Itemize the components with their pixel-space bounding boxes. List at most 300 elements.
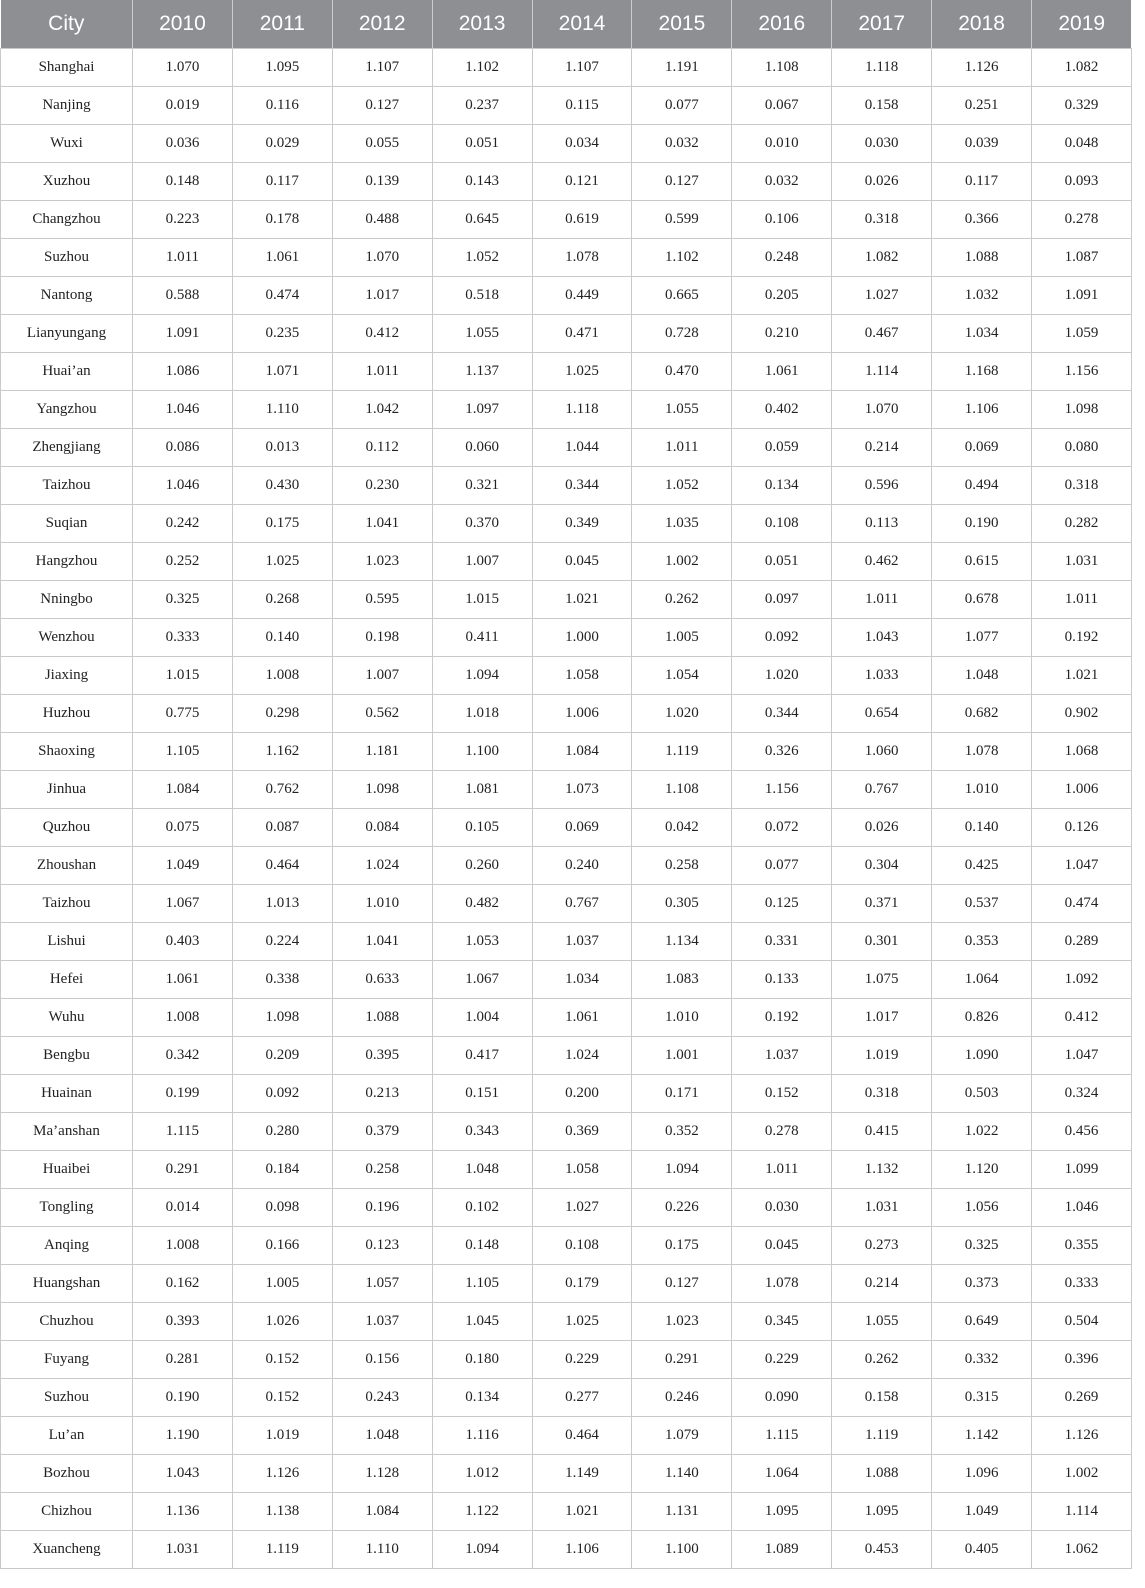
value-cell: 0.148: [133, 163, 233, 201]
city-name-cell: Zhoushan: [1, 847, 133, 885]
value-cell: 0.139: [332, 163, 432, 201]
value-cell: 0.462: [832, 543, 932, 581]
value-cell: 0.112: [332, 429, 432, 467]
value-cell: 0.373: [932, 1265, 1032, 1303]
value-cell: 1.140: [632, 1455, 732, 1493]
value-cell: 1.049: [133, 847, 233, 885]
city-name-cell: Changzhou: [1, 201, 133, 239]
value-cell: 1.105: [432, 1265, 532, 1303]
value-cell: 0.333: [133, 619, 233, 657]
value-cell: 0.026: [832, 163, 932, 201]
value-cell: 1.114: [832, 353, 932, 391]
value-cell: 1.070: [832, 391, 932, 429]
value-cell: 1.061: [133, 961, 233, 999]
city-name-cell: Lishui: [1, 923, 133, 961]
value-cell: 0.133: [732, 961, 832, 999]
value-cell: 0.262: [632, 581, 732, 619]
value-cell: 1.015: [133, 657, 233, 695]
value-cell: 1.017: [832, 999, 932, 1037]
value-cell: 1.002: [632, 543, 732, 581]
value-cell: 0.321: [432, 467, 532, 505]
city-name-cell: Quzhou: [1, 809, 133, 847]
value-cell: 0.198: [332, 619, 432, 657]
value-cell: 0.051: [732, 543, 832, 581]
value-cell: 0.055: [332, 125, 432, 163]
value-cell: 1.128: [332, 1455, 432, 1493]
value-cell: 0.682: [932, 695, 1032, 733]
value-cell: 0.325: [932, 1227, 1032, 1265]
value-cell: 1.041: [332, 505, 432, 543]
value-cell: 1.102: [632, 239, 732, 277]
value-cell: 0.262: [832, 1341, 932, 1379]
column-header-year: 2014: [532, 0, 632, 49]
value-cell: 1.011: [832, 581, 932, 619]
value-cell: 1.082: [1032, 49, 1132, 87]
value-cell: 0.108: [732, 505, 832, 543]
value-cell: 1.055: [632, 391, 732, 429]
value-cell: 1.021: [532, 1493, 632, 1531]
value-cell: 0.902: [1032, 695, 1132, 733]
value-cell: 0.156: [332, 1341, 432, 1379]
value-cell: 0.278: [732, 1113, 832, 1151]
value-cell: 1.049: [932, 1493, 1032, 1531]
value-cell: 0.086: [133, 429, 233, 467]
value-cell: 0.034: [532, 125, 632, 163]
value-cell: 1.119: [232, 1531, 332, 1569]
value-cell: 0.318: [832, 201, 932, 239]
table-row: [1, 657, 1132, 695]
value-cell: 1.106: [532, 1531, 632, 1569]
value-cell: 0.152: [232, 1379, 332, 1417]
value-cell: 1.023: [632, 1303, 732, 1341]
table-row: [1, 1151, 1132, 1189]
value-cell: 1.026: [232, 1303, 332, 1341]
value-cell: 0.092: [732, 619, 832, 657]
value-cell: 0.200: [532, 1075, 632, 1113]
value-cell: 0.209: [232, 1037, 332, 1075]
value-cell: 0.158: [832, 87, 932, 125]
value-cell: 1.061: [732, 353, 832, 391]
value-cell: 1.110: [332, 1531, 432, 1569]
value-cell: 1.108: [632, 771, 732, 809]
city-name-cell: Xuancheng: [1, 1531, 133, 1569]
value-cell: 0.318: [832, 1075, 932, 1113]
value-cell: 1.023: [332, 543, 432, 581]
value-cell: 1.021: [1032, 657, 1132, 695]
value-cell: 1.010: [632, 999, 732, 1037]
city-name-cell: Wenzhou: [1, 619, 133, 657]
column-header-year: 2011: [232, 0, 332, 49]
value-cell: 1.057: [332, 1265, 432, 1303]
value-cell: 0.175: [632, 1227, 732, 1265]
value-cell: 1.091: [1032, 277, 1132, 315]
value-cell: 0.116: [232, 87, 332, 125]
value-cell: 1.078: [732, 1265, 832, 1303]
value-cell: 1.114: [1032, 1493, 1132, 1531]
table-row: [1, 1455, 1132, 1493]
table-row: [1, 1493, 1132, 1531]
value-cell: 1.088: [832, 1455, 932, 1493]
table-row: [1, 49, 1132, 87]
value-cell: 0.291: [632, 1341, 732, 1379]
value-cell: 0.370: [432, 505, 532, 543]
city-name-cell: Yangzhou: [1, 391, 133, 429]
value-cell: 1.034: [932, 315, 1032, 353]
value-cell: 1.035: [632, 505, 732, 543]
value-cell: 1.095: [832, 1493, 932, 1531]
value-cell: 0.304: [832, 847, 932, 885]
table-row: [1, 277, 1132, 315]
header-row: [1, 0, 1132, 49]
value-cell: 1.070: [133, 49, 233, 87]
value-cell: 0.010: [732, 125, 832, 163]
value-cell: 1.046: [1032, 1189, 1132, 1227]
value-cell: 1.033: [832, 657, 932, 695]
city-name-cell: Zhengjiang: [1, 429, 133, 467]
table-row: [1, 885, 1132, 923]
value-cell: 0.143: [432, 163, 532, 201]
city-name-cell: Shanghai: [1, 49, 133, 87]
value-cell: 1.000: [532, 619, 632, 657]
value-cell: 1.079: [632, 1417, 732, 1455]
value-cell: 0.045: [532, 543, 632, 581]
city-name-cell: Taizhou: [1, 885, 133, 923]
value-cell: 0.192: [1032, 619, 1132, 657]
value-cell: 0.171: [632, 1075, 732, 1113]
value-cell: 0.140: [932, 809, 1032, 847]
value-cell: 0.184: [232, 1151, 332, 1189]
value-cell: 0.273: [832, 1227, 932, 1265]
value-cell: 1.098: [1032, 391, 1132, 429]
city-name-cell: Suzhou: [1, 239, 133, 277]
value-cell: 0.048: [1032, 125, 1132, 163]
value-cell: 1.011: [732, 1151, 832, 1189]
value-cell: 1.008: [133, 1227, 233, 1265]
value-cell: 0.318: [1032, 467, 1132, 505]
value-cell: 1.045: [432, 1303, 532, 1341]
value-cell: 1.122: [432, 1493, 532, 1531]
value-cell: 0.470: [632, 353, 732, 391]
value-cell: 0.633: [332, 961, 432, 999]
value-cell: 0.097: [732, 581, 832, 619]
value-cell: 0.471: [532, 315, 632, 353]
value-cell: 0.093: [1032, 163, 1132, 201]
value-cell: 0.282: [1032, 505, 1132, 543]
value-cell: 0.456: [1032, 1113, 1132, 1151]
value-cell: 0.395: [332, 1037, 432, 1075]
value-cell: 1.020: [632, 695, 732, 733]
value-cell: 0.352: [632, 1113, 732, 1151]
value-cell: 0.762: [232, 771, 332, 809]
value-cell: 0.192: [732, 999, 832, 1037]
table-row: [1, 125, 1132, 163]
value-cell: 1.095: [732, 1493, 832, 1531]
value-cell: 1.020: [732, 657, 832, 695]
value-cell: 0.305: [632, 885, 732, 923]
value-cell: 0.152: [732, 1075, 832, 1113]
value-cell: 1.002: [1032, 1455, 1132, 1493]
table-row: [1, 1075, 1132, 1113]
value-cell: 1.027: [532, 1189, 632, 1227]
value-cell: 0.562: [332, 695, 432, 733]
value-cell: 1.052: [632, 467, 732, 505]
value-cell: 0.030: [832, 125, 932, 163]
value-cell: 0.402: [732, 391, 832, 429]
value-cell: 0.032: [632, 125, 732, 163]
value-cell: 1.119: [632, 733, 732, 771]
value-cell: 0.331: [732, 923, 832, 961]
value-cell: 1.191: [632, 49, 732, 87]
table-row: [1, 1189, 1132, 1227]
city-name-cell: Huangshan: [1, 1265, 133, 1303]
value-cell: 1.064: [932, 961, 1032, 999]
value-cell: 0.430: [232, 467, 332, 505]
table-row: [1, 695, 1132, 733]
table-row: [1, 1265, 1132, 1303]
value-cell: 1.008: [133, 999, 233, 1037]
value-cell: 1.087: [1032, 239, 1132, 277]
value-cell: 0.599: [632, 201, 732, 239]
value-cell: 0.032: [732, 163, 832, 201]
city-name-cell: Nningbo: [1, 581, 133, 619]
value-cell: 0.127: [632, 1265, 732, 1303]
value-cell: 0.269: [1032, 1379, 1132, 1417]
city-name-cell: Chizhou: [1, 1493, 133, 1531]
value-cell: 0.205: [732, 277, 832, 315]
value-cell: 0.453: [832, 1531, 932, 1569]
value-cell: 0.467: [832, 315, 932, 353]
value-cell: 0.645: [432, 201, 532, 239]
value-cell: 0.289: [1032, 923, 1132, 961]
value-cell: 1.015: [432, 581, 532, 619]
table-row: [1, 1113, 1132, 1151]
value-cell: 1.013: [232, 885, 332, 923]
value-cell: 0.393: [133, 1303, 233, 1341]
value-cell: 1.091: [133, 315, 233, 353]
value-cell: 1.012: [432, 1455, 532, 1493]
value-cell: 0.115: [532, 87, 632, 125]
value-cell: 1.055: [432, 315, 532, 353]
value-cell: 1.089: [732, 1531, 832, 1569]
city-name-cell: Jiaxing: [1, 657, 133, 695]
value-cell: 0.343: [432, 1113, 532, 1151]
value-cell: 0.325: [133, 581, 233, 619]
value-cell: 0.615: [932, 543, 1032, 581]
table-row: [1, 239, 1132, 277]
city-name-cell: Lu’an: [1, 1417, 133, 1455]
value-cell: 0.237: [432, 87, 532, 125]
value-cell: 1.067: [432, 961, 532, 999]
value-cell: 1.068: [1032, 733, 1132, 771]
city-name-cell: Shaoxing: [1, 733, 133, 771]
value-cell: 1.105: [133, 733, 233, 771]
table-row: [1, 1227, 1132, 1265]
value-cell: 1.098: [232, 999, 332, 1037]
value-cell: 0.013: [232, 429, 332, 467]
table-row: [1, 809, 1132, 847]
value-cell: 0.102: [432, 1189, 532, 1227]
value-cell: 0.134: [432, 1379, 532, 1417]
city-name-cell: Bengbu: [1, 1037, 133, 1075]
value-cell: 0.595: [332, 581, 432, 619]
table-row: [1, 1379, 1132, 1417]
value-cell: 0.332: [932, 1341, 1032, 1379]
value-cell: 0.051: [432, 125, 532, 163]
value-cell: 0.030: [732, 1189, 832, 1227]
value-cell: 0.229: [532, 1341, 632, 1379]
value-cell: 0.412: [1032, 999, 1132, 1037]
value-cell: 1.138: [232, 1493, 332, 1531]
value-cell: 0.106: [732, 201, 832, 239]
value-cell: 0.224: [232, 923, 332, 961]
value-cell: 1.067: [133, 885, 233, 923]
value-cell: 0.039: [932, 125, 1032, 163]
table-row: [1, 87, 1132, 125]
value-cell: 0.036: [133, 125, 233, 163]
value-cell: 0.246: [632, 1379, 732, 1417]
value-cell: 0.415: [832, 1113, 932, 1151]
value-cell: 0.503: [932, 1075, 1032, 1113]
value-cell: 0.826: [932, 999, 1032, 1037]
city-name-cell: Huainan: [1, 1075, 133, 1113]
value-cell: 1.096: [932, 1455, 1032, 1493]
value-cell: 1.100: [432, 733, 532, 771]
value-cell: 0.175: [232, 505, 332, 543]
value-cell: 1.088: [932, 239, 1032, 277]
value-cell: 0.268: [232, 581, 332, 619]
value-cell: 1.046: [133, 391, 233, 429]
value-cell: 0.117: [232, 163, 332, 201]
value-cell: 0.474: [1032, 885, 1132, 923]
value-cell: 0.449: [532, 277, 632, 315]
value-cell: 1.007: [332, 657, 432, 695]
value-cell: 1.126: [932, 49, 1032, 87]
value-cell: 0.277: [532, 1379, 632, 1417]
value-cell: 0.329: [1032, 87, 1132, 125]
value-cell: 1.027: [832, 277, 932, 315]
value-cell: 0.134: [732, 467, 832, 505]
value-cell: 0.342: [133, 1037, 233, 1075]
value-cell: 1.031: [1032, 543, 1132, 581]
value-cell: 0.069: [532, 809, 632, 847]
value-cell: 1.047: [1032, 1037, 1132, 1075]
value-cell: 0.152: [232, 1341, 332, 1379]
value-cell: 1.004: [432, 999, 532, 1037]
value-cell: 1.095: [232, 49, 332, 87]
value-cell: 0.767: [832, 771, 932, 809]
value-cell: 1.043: [133, 1455, 233, 1493]
value-cell: 1.048: [332, 1417, 432, 1455]
city-name-cell: Suzhou: [1, 1379, 133, 1417]
value-cell: 1.084: [332, 1493, 432, 1531]
value-cell: 0.223: [133, 201, 233, 239]
table-row: [1, 1417, 1132, 1455]
value-cell: 0.214: [832, 429, 932, 467]
value-cell: 1.024: [532, 1037, 632, 1075]
value-cell: 1.070: [332, 239, 432, 277]
value-cell: 0.121: [532, 163, 632, 201]
value-cell: 0.281: [133, 1341, 233, 1379]
city-name-cell: Suqian: [1, 505, 133, 543]
value-cell: 1.019: [232, 1417, 332, 1455]
value-cell: 0.649: [932, 1303, 1032, 1341]
value-cell: 1.118: [832, 49, 932, 87]
column-header-city: City: [1, 0, 133, 49]
value-cell: 1.120: [932, 1151, 1032, 1189]
value-cell: 1.031: [832, 1189, 932, 1227]
value-cell: 0.345: [732, 1303, 832, 1341]
value-cell: 0.596: [832, 467, 932, 505]
value-cell: 1.010: [332, 885, 432, 923]
value-cell: 0.464: [532, 1417, 632, 1455]
value-cell: 0.403: [133, 923, 233, 961]
value-cell: 1.062: [1032, 1531, 1132, 1569]
value-cell: 0.588: [133, 277, 233, 315]
value-cell: 1.006: [1032, 771, 1132, 809]
value-cell: 0.344: [532, 467, 632, 505]
value-cell: 0.126: [1032, 809, 1132, 847]
value-cell: 0.405: [932, 1531, 1032, 1569]
value-cell: 0.140: [232, 619, 332, 657]
value-cell: 0.210: [732, 315, 832, 353]
value-cell: 1.100: [632, 1531, 732, 1569]
city-name-cell: Fuyang: [1, 1341, 133, 1379]
value-cell: 0.077: [732, 847, 832, 885]
column-header-year: 2019: [1032, 0, 1132, 49]
value-cell: 0.179: [532, 1265, 632, 1303]
value-cell: 1.137: [432, 353, 532, 391]
value-cell: 1.064: [732, 1455, 832, 1493]
table-row: [1, 1303, 1132, 1341]
column-header-year: 2013: [432, 0, 532, 49]
value-cell: 1.115: [133, 1113, 233, 1151]
value-cell: 1.011: [133, 239, 233, 277]
value-cell: 0.087: [232, 809, 332, 847]
value-cell: 1.010: [932, 771, 1032, 809]
value-cell: 1.142: [932, 1417, 1032, 1455]
value-cell: 0.042: [632, 809, 732, 847]
value-cell: 1.037: [332, 1303, 432, 1341]
value-cell: 0.349: [532, 505, 632, 543]
value-cell: 0.619: [532, 201, 632, 239]
value-cell: 1.025: [532, 353, 632, 391]
city-name-cell: Ma’anshan: [1, 1113, 133, 1151]
value-cell: 1.092: [1032, 961, 1132, 999]
city-name-cell: Huai’an: [1, 353, 133, 391]
value-cell: 0.371: [832, 885, 932, 923]
value-cell: 0.077: [632, 87, 732, 125]
value-cell: 0.026: [832, 809, 932, 847]
table-row: [1, 771, 1132, 809]
value-cell: 1.058: [532, 657, 632, 695]
value-cell: 0.151: [432, 1075, 532, 1113]
value-cell: 1.082: [832, 239, 932, 277]
value-cell: 1.110: [232, 391, 332, 429]
value-cell: 1.106: [932, 391, 1032, 429]
value-cell: 0.537: [932, 885, 1032, 923]
column-header-year: 2018: [932, 0, 1032, 49]
value-cell: 1.042: [332, 391, 432, 429]
value-cell: 1.099: [1032, 1151, 1132, 1189]
city-name-cell: Jinhua: [1, 771, 133, 809]
value-cell: 0.251: [932, 87, 1032, 125]
value-cell: 0.260: [432, 847, 532, 885]
value-cell: 0.123: [332, 1227, 432, 1265]
city-name-cell: Wuxi: [1, 125, 133, 163]
column-header-year: 2015: [632, 0, 732, 49]
value-cell: 1.048: [932, 657, 1032, 695]
value-cell: 0.059: [732, 429, 832, 467]
